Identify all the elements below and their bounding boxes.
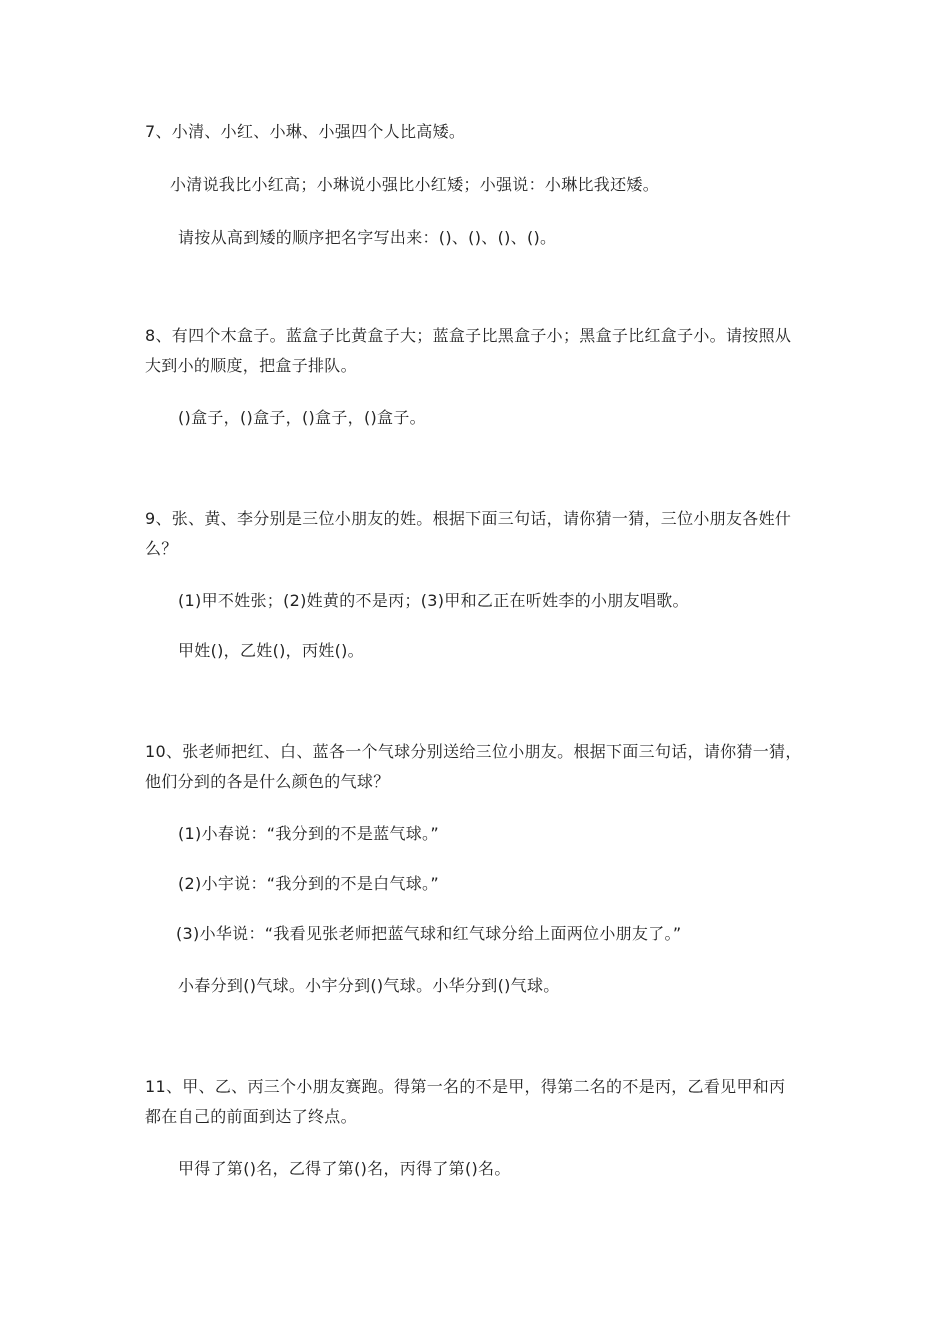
q10-title-line1: 10、张老师把红、白、蓝各一个气球分别送给三位小朋友。根据下面三句话，请你猜一猜， [145, 742, 802, 761]
q7-clue: 小清说我比小红高；小琳说小强比小红矮；小强说：小琳比我还矮。 [170, 175, 660, 194]
q10-clue-2: (2)小宇说：“我分到的不是白气球。” [178, 874, 439, 893]
q9-answer: 甲姓()，乙姓()，丙姓()。 [178, 641, 364, 660]
q10-clue-3: (3)小华说：“我看见张老师把蓝气球和红气球分给上面两位小朋友了。” [176, 924, 682, 943]
q8-title-line1: 8、有四个木盒子。蓝盒子比黄盒子大；蓝盒子比黑盒子小；黑盒子比红盒子小。请按照从 [145, 326, 792, 345]
q10-clue-1: (1)小春说：“我分到的不是蓝气球。” [178, 824, 439, 843]
q9-title-line1: 9、张、黄、李分别是三位小朋友的姓。根据下面三句话，请你猜一猜，三位小朋友各姓什 [145, 509, 792, 528]
q11-title-line2: 都在自己的前面到达了终点。 [145, 1107, 357, 1126]
q9-title-line2: 么？ [145, 539, 178, 558]
q10-title-line2: 他们分到的各是什么颜色的气球？ [145, 772, 390, 791]
q8-title-line2: 大到小的顺度，把盒子排队。 [145, 356, 357, 375]
q11-title-line1: 11、甲、乙、丙三个小朋友赛跑。得第一名的不是甲，得第二名的不是丙，乙看见甲和丙 [145, 1077, 786, 1096]
q7-ask: 请按从高到矮的顺序把名字写出来：()、()、()、()。 [178, 228, 557, 247]
q7-title: 7、小清、小红、小琳、小强四个人比高矮。 [145, 122, 466, 141]
q8-answer: ()盒子，()盒子，()盒子，()盒子。 [178, 408, 426, 427]
q9-clues: (1)甲不姓张；(2)姓黄的不是丙；(3)甲和乙正在听姓李的小朋友唱歌。 [178, 591, 689, 610]
q10-answer: 小春分到()气球。小宇分到()气球。小华分到()气球。 [178, 976, 560, 995]
q11-answer: 甲得了第()名，乙得了第()名，丙得了第()名。 [178, 1159, 511, 1178]
